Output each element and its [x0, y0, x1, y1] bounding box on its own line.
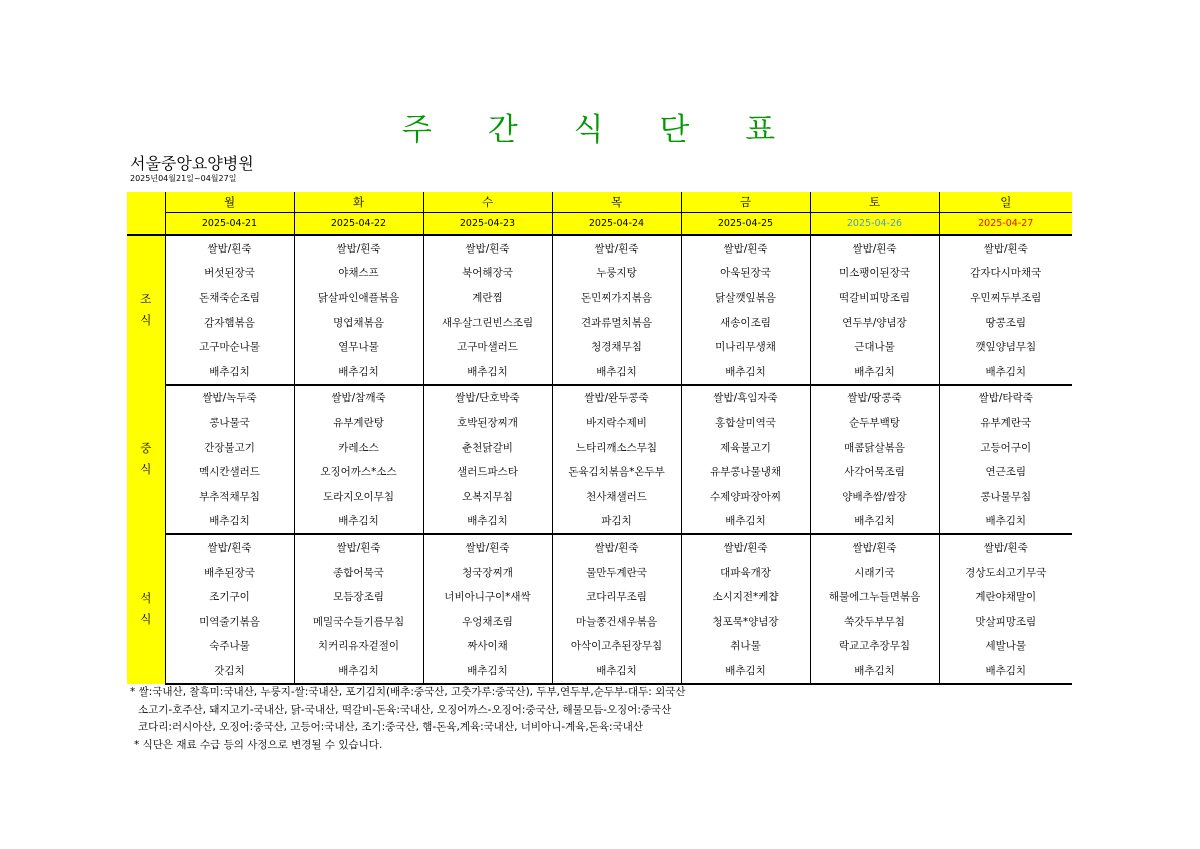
menu-item: 갓김치: [165, 658, 294, 684]
menu-item: 유부계란국: [939, 410, 1072, 435]
menu-item: 배추된장국: [165, 560, 294, 585]
day-name: 월: [165, 192, 294, 213]
day-name: 금: [681, 192, 810, 213]
menu-item: 돈민찌가지볶음: [552, 285, 681, 310]
menu-item: 쌀밥/흰죽: [810, 534, 939, 560]
menu-row: [127, 509, 1072, 535]
menu-item: 유부콩나물냉채: [681, 459, 810, 484]
menu-item: 숙주나물: [165, 634, 294, 659]
menu-item: 배추김치: [294, 509, 423, 535]
menu-item: 배추김치: [939, 509, 1072, 535]
menu-item: 부추적채무침: [165, 484, 294, 509]
menu-item: 락교고추장무침: [810, 634, 939, 659]
menu-item: 멕시칸샐러드: [165, 459, 294, 484]
menu-item: 샐러드파스타: [423, 459, 552, 484]
menu-item: 콩나물국: [165, 410, 294, 435]
menu-item: 새우살그린빈스조림: [423, 310, 552, 335]
menu-row: [127, 261, 1072, 286]
meal-label-dinner: 석 식: [127, 534, 165, 684]
menu-item: 쌀밥/흰죽: [423, 534, 552, 560]
menu-item: 양배추쌈/쌈장: [810, 484, 939, 509]
menu-item: 열무나물: [294, 334, 423, 359]
menu-item: 미나리무생채: [681, 334, 810, 359]
note-line: * 식단은 재료 수급 등의 사정으로 변경될 수 있습니다.: [134, 738, 383, 751]
menu-item: 조기구이: [165, 584, 294, 609]
menu-item: 쌀밥/흰죽: [294, 534, 423, 560]
menu-item: 매콤닭살볶음: [810, 435, 939, 460]
menu-item: 쌀밥/녹두죽: [165, 385, 294, 411]
menu-item: 고구마순나물: [165, 334, 294, 359]
menu-item: 미역줄기볶음: [165, 609, 294, 634]
date-row: [127, 213, 1072, 236]
menu-item: 쌀밥/흰죽: [552, 534, 681, 560]
menu-item: 쌀밥/완두콩죽: [552, 385, 681, 411]
menu-row: [127, 658, 1072, 684]
menu-item: 누룽지탕: [552, 261, 681, 286]
menu-item: 순두부백탕: [810, 410, 939, 435]
menu-item: 간장불고기: [165, 435, 294, 460]
menu-row: [127, 310, 1072, 335]
menu-item: 쌀밥/흰죽: [810, 235, 939, 261]
day-date-saturday: 2025-04-26: [810, 213, 939, 236]
menu-item: 취나물: [681, 634, 810, 659]
menu-item: 감자햄볶음: [165, 310, 294, 335]
menu-item: 호박된장찌개: [423, 410, 552, 435]
menu-item: 닭살파인애플볶음: [294, 285, 423, 310]
menu-row: [127, 285, 1072, 310]
menu-item: 마늘쫑건새우볶음: [552, 609, 681, 634]
hospital-name: 서울중앙요양병원: [130, 154, 254, 173]
menu-row: [127, 385, 1072, 411]
menu-item: 바지락수제비: [552, 410, 681, 435]
menu-item: 코다리무조림: [552, 584, 681, 609]
menu-item: 우엉채조림: [423, 609, 552, 634]
page-title: 주 간 식 단 표: [401, 112, 799, 148]
menu-item: 쌀밥/흰죽: [681, 534, 810, 560]
meal-label-lunch: 중 식: [127, 385, 165, 535]
menu-item: 수제양파장아찌: [681, 484, 810, 509]
menu-item: 연두부/양념장: [810, 310, 939, 335]
menu-item: 오징어까스*소스: [294, 459, 423, 484]
day-name: 목: [552, 192, 681, 213]
menu-item: 해물에그누들면볶음: [810, 584, 939, 609]
menu-row: [127, 484, 1072, 509]
menu-item: 북어해장국: [423, 261, 552, 286]
menu-item: 시래기국: [810, 560, 939, 585]
menu-row: [127, 435, 1072, 460]
menu-item: 돈육김치볶음*온두부: [552, 459, 681, 484]
menu-item: 감자다시마채국: [939, 261, 1072, 286]
menu-row: [127, 359, 1072, 385]
menu-item: 메밀국수들기름무침: [294, 609, 423, 634]
menu-item: 쌀밥/참깨죽: [294, 385, 423, 411]
menu-item: 깻잎양념무침: [939, 334, 1072, 359]
day-date: 2025-04-25: [681, 213, 810, 236]
menu-item: 근대나물: [810, 334, 939, 359]
menu-item: 쌀밥/흰죽: [423, 235, 552, 261]
menu-item: 치커리유자겉절이: [294, 634, 423, 659]
menu-item: 너비아니구이*새싹: [423, 584, 552, 609]
note-line: * 쌀:국내산, 찰흑미:국내산, 누룽지-쌀:국내산, 포기김치(배추:중국산, 고춧가루:중국산), 두부,연두부,순두부-대두: 외국산: [130, 686, 686, 698]
menu-item: 배추김치: [423, 658, 552, 684]
menu-item: 돈채죽순조림: [165, 285, 294, 310]
menu-item: 새송이조림: [681, 310, 810, 335]
menu-item: 대파육개장: [681, 560, 810, 585]
menu-row: [127, 334, 1072, 359]
menu-item: 배추김치: [165, 359, 294, 385]
menu-item: 배추김치: [552, 359, 681, 385]
menu-item: 배추김치: [810, 658, 939, 684]
menu-item: 쌀밥/흰죽: [294, 235, 423, 261]
menu-item: 유부계란탕: [294, 410, 423, 435]
menu-item: 배추김치: [681, 509, 810, 535]
menu-item: 세발나물: [939, 634, 1072, 659]
menu-item: 미소팽이된장국: [810, 261, 939, 286]
day-name: 토: [810, 192, 939, 213]
menu-row: [127, 534, 1072, 560]
day-date-sunday: 2025-04-27: [939, 213, 1072, 236]
menu-item: 야채스프: [294, 261, 423, 286]
menu-item: 배추김치: [939, 658, 1072, 684]
day-date: 2025-04-21: [165, 213, 294, 236]
menu-item: 쌀밥/땅콩죽: [810, 385, 939, 411]
menu-item: 땅콩조림: [939, 310, 1072, 335]
note-line: 소고기-호주산, 돼지고기-국내산, 닭-국내산, 떡갈비-돈육:국내산, 오징어까스-오징어:중국산, 해물모듬-오징어:중국산: [138, 703, 672, 716]
menu-item: 홍합살미역국: [681, 410, 810, 435]
menu-item: 쌀밥/흰죽: [681, 235, 810, 261]
menu-item: 맛살피망조림: [939, 609, 1072, 634]
menu-item: 쌀밥/단호박죽: [423, 385, 552, 411]
menu-item: 도라지오이무침: [294, 484, 423, 509]
menu-row: [127, 634, 1072, 659]
menu-item: 계란찜: [423, 285, 552, 310]
menu-item: 청국장찌개: [423, 560, 552, 585]
menu-item: 쑥갓두부무침: [810, 609, 939, 634]
menu-item: 명엽채볶음: [294, 310, 423, 335]
menu-item: 배추김치: [681, 658, 810, 684]
menu-item: 쌀밥/흰죽: [165, 235, 294, 261]
meal-label-breakfast: 조 식: [127, 235, 165, 385]
menu-item: 느타리깨소스무침: [552, 435, 681, 460]
day-date: 2025-04-24: [552, 213, 681, 236]
day-name: 화: [294, 192, 423, 213]
menu-item: 배추김치: [423, 359, 552, 385]
menu-row: [127, 560, 1072, 585]
menu-item: 청포묵*양념장: [681, 609, 810, 634]
menu-item: 쌀밥/흰죽: [165, 534, 294, 560]
menu-item: 파김치: [552, 509, 681, 535]
notes: [130, 684, 1090, 754]
menu-item: 배추김치: [552, 658, 681, 684]
menu-item: 쌀밥/흰죽: [552, 235, 681, 261]
menu-row: [127, 410, 1072, 435]
weekly-menu-table: [127, 192, 1072, 685]
menu-period: 2025년04월21일~04월27일: [130, 174, 237, 183]
day-name-row: [127, 192, 1072, 213]
menu-item: 배추김치: [810, 359, 939, 385]
note-line: 코다리:러시아산, 오징어:중국산, 고등어:국내산, 조기:중국산, 햄-돈육,계육:국내산, 너비아니-계육,돈육:국내산: [138, 721, 644, 733]
menu-item: 배추김치: [681, 359, 810, 385]
menu-item: 쌀밥/타락죽: [939, 385, 1072, 411]
menu-item: 물만두계란국: [552, 560, 681, 585]
menu-item: 배추김치: [294, 658, 423, 684]
menu-row: [127, 235, 1072, 261]
menu-item: 소시지전*케챱: [681, 584, 810, 609]
menu-item: 견과류멸치볶음: [552, 310, 681, 335]
corner-cell: [127, 192, 165, 235]
menu-item: 아삭이고추된장무침: [552, 634, 681, 659]
menu-item: 쌀밥/흰죽: [939, 235, 1072, 261]
menu-item: 배추김치: [810, 509, 939, 535]
menu-item: 고등어구이: [939, 435, 1072, 460]
day-name: 수: [423, 192, 552, 213]
menu-item: 춘천닭갈비: [423, 435, 552, 460]
menu-item: 모듬장조림: [294, 584, 423, 609]
menu-item: 제육불고기: [681, 435, 810, 460]
menu-item: 종합어묵국: [294, 560, 423, 585]
menu-item: 계란야채말이: [939, 584, 1072, 609]
menu-item: 청경채무침: [552, 334, 681, 359]
menu-item: 짜사이채: [423, 634, 552, 659]
menu-item: 콩나물무침: [939, 484, 1072, 509]
menu-item: 쌀밥/흰죽: [939, 534, 1072, 560]
menu-item: 쌀밥/흑임자죽: [681, 385, 810, 411]
menu-item: 배추김치: [939, 359, 1072, 385]
menu-item: 떡갈비피망조림: [810, 285, 939, 310]
menu-item: 아욱된장국: [681, 261, 810, 286]
menu-item: 천사채샐러드: [552, 484, 681, 509]
menu-row: [127, 584, 1072, 609]
menu-item: 오복지무침: [423, 484, 552, 509]
menu-item: 배추김치: [165, 509, 294, 535]
menu-item: 우민찌두부조림: [939, 285, 1072, 310]
menu-item: 배추김치: [423, 509, 552, 535]
menu-item: 연근조림: [939, 459, 1072, 484]
menu-item: 경상도쇠고기무국: [939, 560, 1072, 585]
menu-item: 닭살깻잎볶음: [681, 285, 810, 310]
day-date: 2025-04-23: [423, 213, 552, 236]
menu-item: 배추김치: [294, 359, 423, 385]
menu-item: 버섯된장국: [165, 261, 294, 286]
menu-item: 고구마샐러드: [423, 334, 552, 359]
menu-item: 카레소스: [294, 435, 423, 460]
day-name: 일: [939, 192, 1072, 213]
menu-row: [127, 459, 1072, 484]
day-date: 2025-04-22: [294, 213, 423, 236]
menu-row: [127, 609, 1072, 634]
menu-item: 사각어묵조림: [810, 459, 939, 484]
